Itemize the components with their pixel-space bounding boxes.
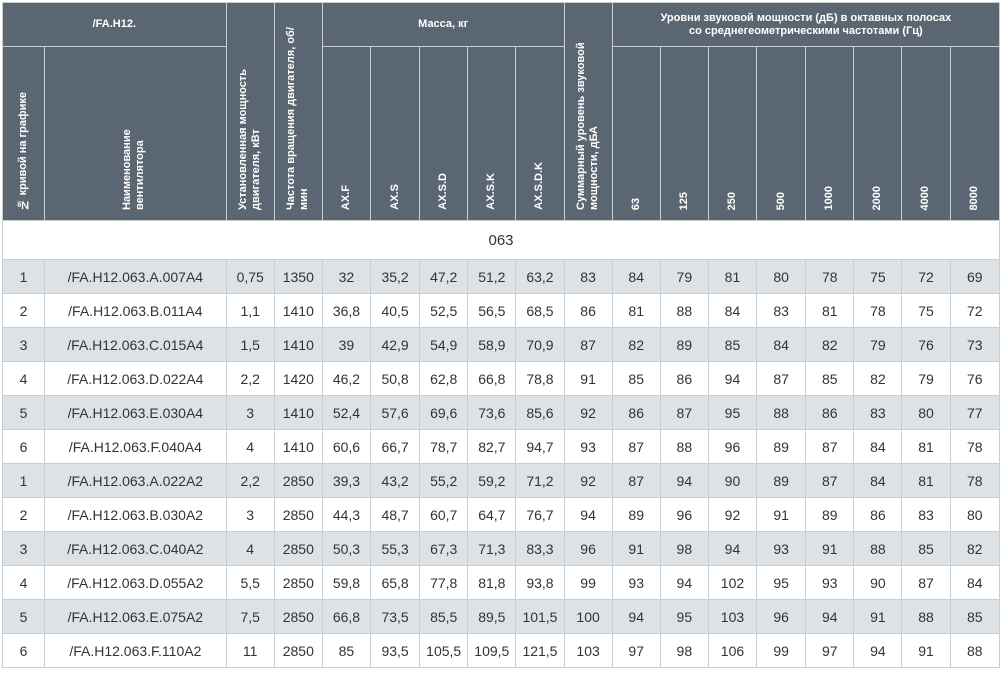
table-cell: 90 <box>854 566 902 600</box>
freq-header <box>612 47 660 221</box>
table-cell: 85,6 <box>516 396 564 430</box>
freq-header <box>757 47 806 221</box>
table-cell: 84 <box>612 260 660 294</box>
table-cell: 88 <box>902 600 950 634</box>
table-cell: 78 <box>950 430 999 464</box>
table-cell: 91 <box>612 532 660 566</box>
table-cell: 103 <box>564 634 612 668</box>
total-sound-header <box>564 3 612 221</box>
table-cell: 88 <box>950 634 999 668</box>
table-cell: 79 <box>902 362 950 396</box>
table-row <box>3 532 1000 566</box>
table-cell: 3 <box>3 532 45 566</box>
freq-header <box>902 47 950 221</box>
table-cell: 100 <box>564 600 612 634</box>
table-cell: 87 <box>757 362 806 396</box>
table-cell: 3 <box>226 498 274 532</box>
table-cell: 81,8 <box>468 566 516 600</box>
table-cell: /FA.H12.063.B.030A2 <box>45 498 227 532</box>
table-cell: 5 <box>3 396 45 430</box>
table-cell: /FA.H12.063.A.007A4 <box>45 260 227 294</box>
table-cell: 93 <box>564 430 612 464</box>
table-cell: 73 <box>950 328 999 362</box>
table-cell: 55,3 <box>371 532 420 566</box>
table-cell: /FA.H12.063.C.015A4 <box>45 328 227 362</box>
table-cell: /FA.H12.063.D.055A2 <box>45 566 227 600</box>
freq-header-label: 250 <box>725 191 738 210</box>
table-cell: 77 <box>950 396 999 430</box>
table-cell: 76 <box>950 362 999 396</box>
table-cell: 82,7 <box>468 430 516 464</box>
table-cell: /FA.H12.063.B.011A4 <box>45 294 227 328</box>
table-cell: 89 <box>660 328 708 362</box>
table-cell: 76 <box>902 328 950 362</box>
freq-header <box>806 47 854 221</box>
table-cell: 2850 <box>274 532 322 566</box>
table-cell: 3 <box>3 328 45 362</box>
table-cell: 75 <box>902 294 950 328</box>
table-cell: 76,7 <box>516 498 564 532</box>
table-cell: 82 <box>806 328 854 362</box>
table-row <box>3 464 1000 498</box>
table-cell: 81 <box>708 260 756 294</box>
table-cell: 1410 <box>274 294 322 328</box>
table-cell: 94 <box>564 498 612 532</box>
table-cell: 81 <box>806 294 854 328</box>
fan-name-header <box>45 47 227 221</box>
table-cell: 52,4 <box>322 396 370 430</box>
table-cell: 85 <box>806 362 854 396</box>
table-cell: 1410 <box>274 396 322 430</box>
table-row <box>3 634 1000 668</box>
table-cell: 60,7 <box>420 498 468 532</box>
table-cell: 35,2 <box>371 260 420 294</box>
table-cell: 4 <box>226 532 274 566</box>
table-cell: 65,8 <box>371 566 420 600</box>
table-cell: 78 <box>806 260 854 294</box>
table-row <box>3 294 1000 328</box>
table-cell: 89 <box>757 430 806 464</box>
series-header: /FA.H12. <box>3 3 227 47</box>
table-cell: 1,1 <box>226 294 274 328</box>
table-cell: 89 <box>757 464 806 498</box>
freq-header <box>708 47 756 221</box>
table-cell: 87 <box>660 396 708 430</box>
table-cell: 89 <box>806 498 854 532</box>
table-cell: 91 <box>757 498 806 532</box>
table-cell: 5,5 <box>226 566 274 600</box>
table-cell: /FA.H12.063.F.040A4 <box>45 430 227 464</box>
table-cell: 1410 <box>274 328 322 362</box>
table-cell: 91 <box>902 634 950 668</box>
table-cell: 2850 <box>274 634 322 668</box>
table-cell: 86 <box>564 294 612 328</box>
table-cell: 81 <box>612 294 660 328</box>
table-cell: 56,5 <box>468 294 516 328</box>
table-cell: 93 <box>612 566 660 600</box>
table-row <box>3 362 1000 396</box>
table-cell: 72 <box>902 260 950 294</box>
table-cell: 94 <box>854 634 902 668</box>
table-cell: 84 <box>950 566 999 600</box>
table-cell: 2850 <box>274 566 322 600</box>
table-cell: 80 <box>950 498 999 532</box>
table-cell: 89,5 <box>468 600 516 634</box>
table-cell: 1 <box>3 260 45 294</box>
table-cell: 95 <box>660 600 708 634</box>
table-cell: 84 <box>854 464 902 498</box>
table-cell: 79 <box>660 260 708 294</box>
table-cell: 2850 <box>274 600 322 634</box>
table-row <box>3 260 1000 294</box>
table-cell: 69,6 <box>420 396 468 430</box>
table-cell: 6 <box>3 430 45 464</box>
table-cell: 87 <box>564 328 612 362</box>
table-cell: 86 <box>854 498 902 532</box>
mass-col-header-label: AX.S.D <box>437 173 450 210</box>
table-cell: 63,2 <box>516 260 564 294</box>
table-cell: 72 <box>950 294 999 328</box>
table-cell: 68,5 <box>516 294 564 328</box>
table-cell: 87 <box>902 566 950 600</box>
table-cell: 93 <box>757 532 806 566</box>
table-cell: 1350 <box>274 260 322 294</box>
table-cell: 79 <box>854 328 902 362</box>
mass-col-header <box>516 47 564 221</box>
table-cell: 1420 <box>274 362 322 396</box>
table-cell: 4 <box>226 430 274 464</box>
table-cell: 71,2 <box>516 464 564 498</box>
table-cell: 94 <box>708 362 756 396</box>
table-cell: 92 <box>564 396 612 430</box>
table-cell: 66,8 <box>468 362 516 396</box>
table-cell: 70,9 <box>516 328 564 362</box>
table-cell: 85 <box>612 362 660 396</box>
table-cell: 73,5 <box>371 600 420 634</box>
table-cell: 48,7 <box>371 498 420 532</box>
table-cell: 59,8 <box>322 566 370 600</box>
table-cell: 83 <box>902 498 950 532</box>
table-cell: 103 <box>708 600 756 634</box>
freq-header <box>660 47 708 221</box>
table-cell: 83,3 <box>516 532 564 566</box>
table-cell: 101,5 <box>516 600 564 634</box>
table-cell: 88 <box>660 294 708 328</box>
table-cell: 105,5 <box>420 634 468 668</box>
table-cell: 81 <box>902 430 950 464</box>
table-cell: 86 <box>612 396 660 430</box>
table-cell: 91 <box>854 600 902 634</box>
freq-header <box>854 47 902 221</box>
table-cell: 85 <box>708 328 756 362</box>
table-cell: 7,5 <box>226 600 274 634</box>
table-cell: 1410 <box>274 430 322 464</box>
table-cell: 36,8 <box>322 294 370 328</box>
table-cell: 4 <box>3 566 45 600</box>
table-cell: 66,8 <box>322 600 370 634</box>
table-cell: 78 <box>854 294 902 328</box>
table-cell: 93 <box>806 566 854 600</box>
table-cell: 81 <box>902 464 950 498</box>
table-cell: 80 <box>757 260 806 294</box>
table-cell: 40,5 <box>371 294 420 328</box>
table-cell: 50,3 <box>322 532 370 566</box>
table-cell: 92 <box>708 498 756 532</box>
table-cell: 85 <box>902 532 950 566</box>
table-cell: 69 <box>950 260 999 294</box>
speed-header-label: Частота вращения двигателя, об/мин <box>285 27 311 210</box>
mass-col-header-label: AX.S <box>388 184 401 210</box>
table-row <box>3 430 1000 464</box>
power-header <box>226 3 274 221</box>
sound-group-line2: со среднегеометрическими частотами (Гц) <box>689 24 923 37</box>
table-cell: 59,2 <box>468 464 516 498</box>
mass-col-header <box>322 47 370 221</box>
table-cell: 99 <box>564 566 612 600</box>
sound-group-line1: Уровни звуковой мощности (дБ) в октавных полосах <box>660 11 952 24</box>
table-cell: 11 <box>226 634 274 668</box>
table-cell: 95 <box>708 396 756 430</box>
table-cell: 71,3 <box>468 532 516 566</box>
table-body <box>3 221 1000 668</box>
table-cell: 97 <box>806 634 854 668</box>
table-cell: 55,2 <box>420 464 468 498</box>
table-cell: 88 <box>757 396 806 430</box>
table-cell: 0,75 <box>226 260 274 294</box>
mass-col-header <box>420 47 468 221</box>
freq-header-label: 8000 <box>968 185 981 210</box>
table-cell: 3 <box>226 396 274 430</box>
table-cell: 82 <box>612 328 660 362</box>
mass-col-header <box>371 47 420 221</box>
table-cell: 92 <box>564 464 612 498</box>
table-cell: 60,6 <box>322 430 370 464</box>
mass-col-header-label: AX.F <box>339 184 352 210</box>
table-cell: 91 <box>564 362 612 396</box>
fan-name-header-label: Наименование вентилятора <box>121 129 147 210</box>
table-cell: 106 <box>708 634 756 668</box>
table-row <box>3 498 1000 532</box>
table-cell: 87 <box>612 430 660 464</box>
table-cell: 83 <box>564 260 612 294</box>
table-cell: 85,5 <box>420 600 468 634</box>
table-cell: /FA.H12.063.C.040A2 <box>45 532 227 566</box>
mass-col-header <box>468 47 516 221</box>
curve-no-header <box>3 47 45 221</box>
table-cell: 96 <box>660 498 708 532</box>
table-cell: 97 <box>612 634 660 668</box>
table-row <box>3 600 1000 634</box>
table-cell: 83 <box>854 396 902 430</box>
table-row <box>3 328 1000 362</box>
table-cell: 99 <box>757 634 806 668</box>
table-cell: 88 <box>854 532 902 566</box>
table-cell: 42,9 <box>371 328 420 362</box>
table-row <box>3 566 1000 600</box>
table-cell: 93,5 <box>371 634 420 668</box>
freq-header-label: 1000 <box>823 185 836 210</box>
table-cell: 87 <box>806 430 854 464</box>
freq-header <box>950 47 999 221</box>
table-row <box>3 396 1000 430</box>
table-cell: 32 <box>322 260 370 294</box>
table-cell: 87 <box>612 464 660 498</box>
table-cell: 57,6 <box>371 396 420 430</box>
mass-group-header: Масса, кг <box>322 3 564 47</box>
freq-header-label: 63 <box>629 197 642 210</box>
table-cell: 50,8 <box>371 362 420 396</box>
table-cell: 2,2 <box>226 464 274 498</box>
table-cell: 84 <box>757 328 806 362</box>
table-cell: 44,3 <box>322 498 370 532</box>
table-cell: 73,6 <box>468 396 516 430</box>
table-cell: 54,9 <box>420 328 468 362</box>
table-cell: 102 <box>708 566 756 600</box>
table-cell: 86 <box>806 396 854 430</box>
table-cell: 83 <box>757 294 806 328</box>
table-cell: 78,8 <box>516 362 564 396</box>
table-cell: 39 <box>322 328 370 362</box>
table-cell: 80 <box>902 396 950 430</box>
freq-header-label: 125 <box>677 191 690 210</box>
table-cell: 47,2 <box>420 260 468 294</box>
table-cell: 82 <box>950 532 999 566</box>
table-cell: 95 <box>757 566 806 600</box>
table-cell: 78 <box>950 464 999 498</box>
table-cell: 89 <box>612 498 660 532</box>
table-cell: 94 <box>660 566 708 600</box>
freq-header-label: 2000 <box>871 185 884 210</box>
table-cell: 66,7 <box>371 430 420 464</box>
table-cell: 51,2 <box>468 260 516 294</box>
table-cell: 82 <box>854 362 902 396</box>
power-header-label: Установленная мощность двигателя, кВт <box>237 68 263 210</box>
table-cell: 52,5 <box>420 294 468 328</box>
table-cell: 109,5 <box>468 634 516 668</box>
table-cell: 121,5 <box>516 634 564 668</box>
table-cell: 1 <box>3 464 45 498</box>
table-cell: 94,7 <box>516 430 564 464</box>
total-sound-header-label: Суммарный уровень звуковой мощности, дБА <box>575 42 601 210</box>
table-cell: 88 <box>660 430 708 464</box>
table-cell: 98 <box>660 532 708 566</box>
table-cell: 2,2 <box>226 362 274 396</box>
table-cell: /FA.H12.063.E.030A4 <box>45 396 227 430</box>
section-label: 063 <box>3 221 1000 260</box>
table-cell: 94 <box>612 600 660 634</box>
table-cell: /FA.H12.063.D.022A4 <box>45 362 227 396</box>
table-cell: 94 <box>708 532 756 566</box>
table-cell: /FA.H12.063.A.022A2 <box>45 464 227 498</box>
table-cell: 84 <box>854 430 902 464</box>
table-cell: 64,7 <box>468 498 516 532</box>
table-cell: 6 <box>3 634 45 668</box>
mass-col-header-label: AX.S.D.K <box>533 162 546 210</box>
table-cell: 86 <box>660 362 708 396</box>
table-cell: 96 <box>757 600 806 634</box>
table-cell: 43,2 <box>371 464 420 498</box>
table-cell: 77,8 <box>420 566 468 600</box>
table-cell: 96 <box>564 532 612 566</box>
freq-header-label: 500 <box>774 191 787 210</box>
table-cell: 94 <box>660 464 708 498</box>
table-cell: 67,3 <box>420 532 468 566</box>
table-cell: /FA.H12.063.E.075A2 <box>45 600 227 634</box>
freq-header-label: 4000 <box>919 185 932 210</box>
table-cell: 2 <box>3 294 45 328</box>
speed-header <box>274 3 322 221</box>
table-cell: 5 <box>3 600 45 634</box>
table-cell: 58,9 <box>468 328 516 362</box>
table-cell: 87 <box>806 464 854 498</box>
table-cell: 96 <box>708 430 756 464</box>
table-cell: 85 <box>322 634 370 668</box>
table-cell: 2 <box>3 498 45 532</box>
mass-col-header-label: AX.S.K <box>485 173 498 210</box>
table-cell: 2850 <box>274 464 322 498</box>
table-cell: 98 <box>660 634 708 668</box>
table-cell: 90 <box>708 464 756 498</box>
table-cell: 93,8 <box>516 566 564 600</box>
table-cell: 94 <box>806 600 854 634</box>
table-cell: 84 <box>708 294 756 328</box>
table-cell: 78,7 <box>420 430 468 464</box>
table-cell: /FA.H12.063.F.110A2 <box>45 634 227 668</box>
fan-spec-table <box>2 2 1000 668</box>
table-cell: 4 <box>3 362 45 396</box>
table-cell: 39,3 <box>322 464 370 498</box>
table-cell: 91 <box>806 532 854 566</box>
curve-no-header-label: № кривой на графике <box>17 91 30 210</box>
table-cell: 1,5 <box>226 328 274 362</box>
sound-group-header <box>612 3 999 47</box>
table-cell: 46,2 <box>322 362 370 396</box>
table-cell: 75 <box>854 260 902 294</box>
table-cell: 85 <box>950 600 999 634</box>
table-cell: 62,8 <box>420 362 468 396</box>
table-cell: 2850 <box>274 498 322 532</box>
